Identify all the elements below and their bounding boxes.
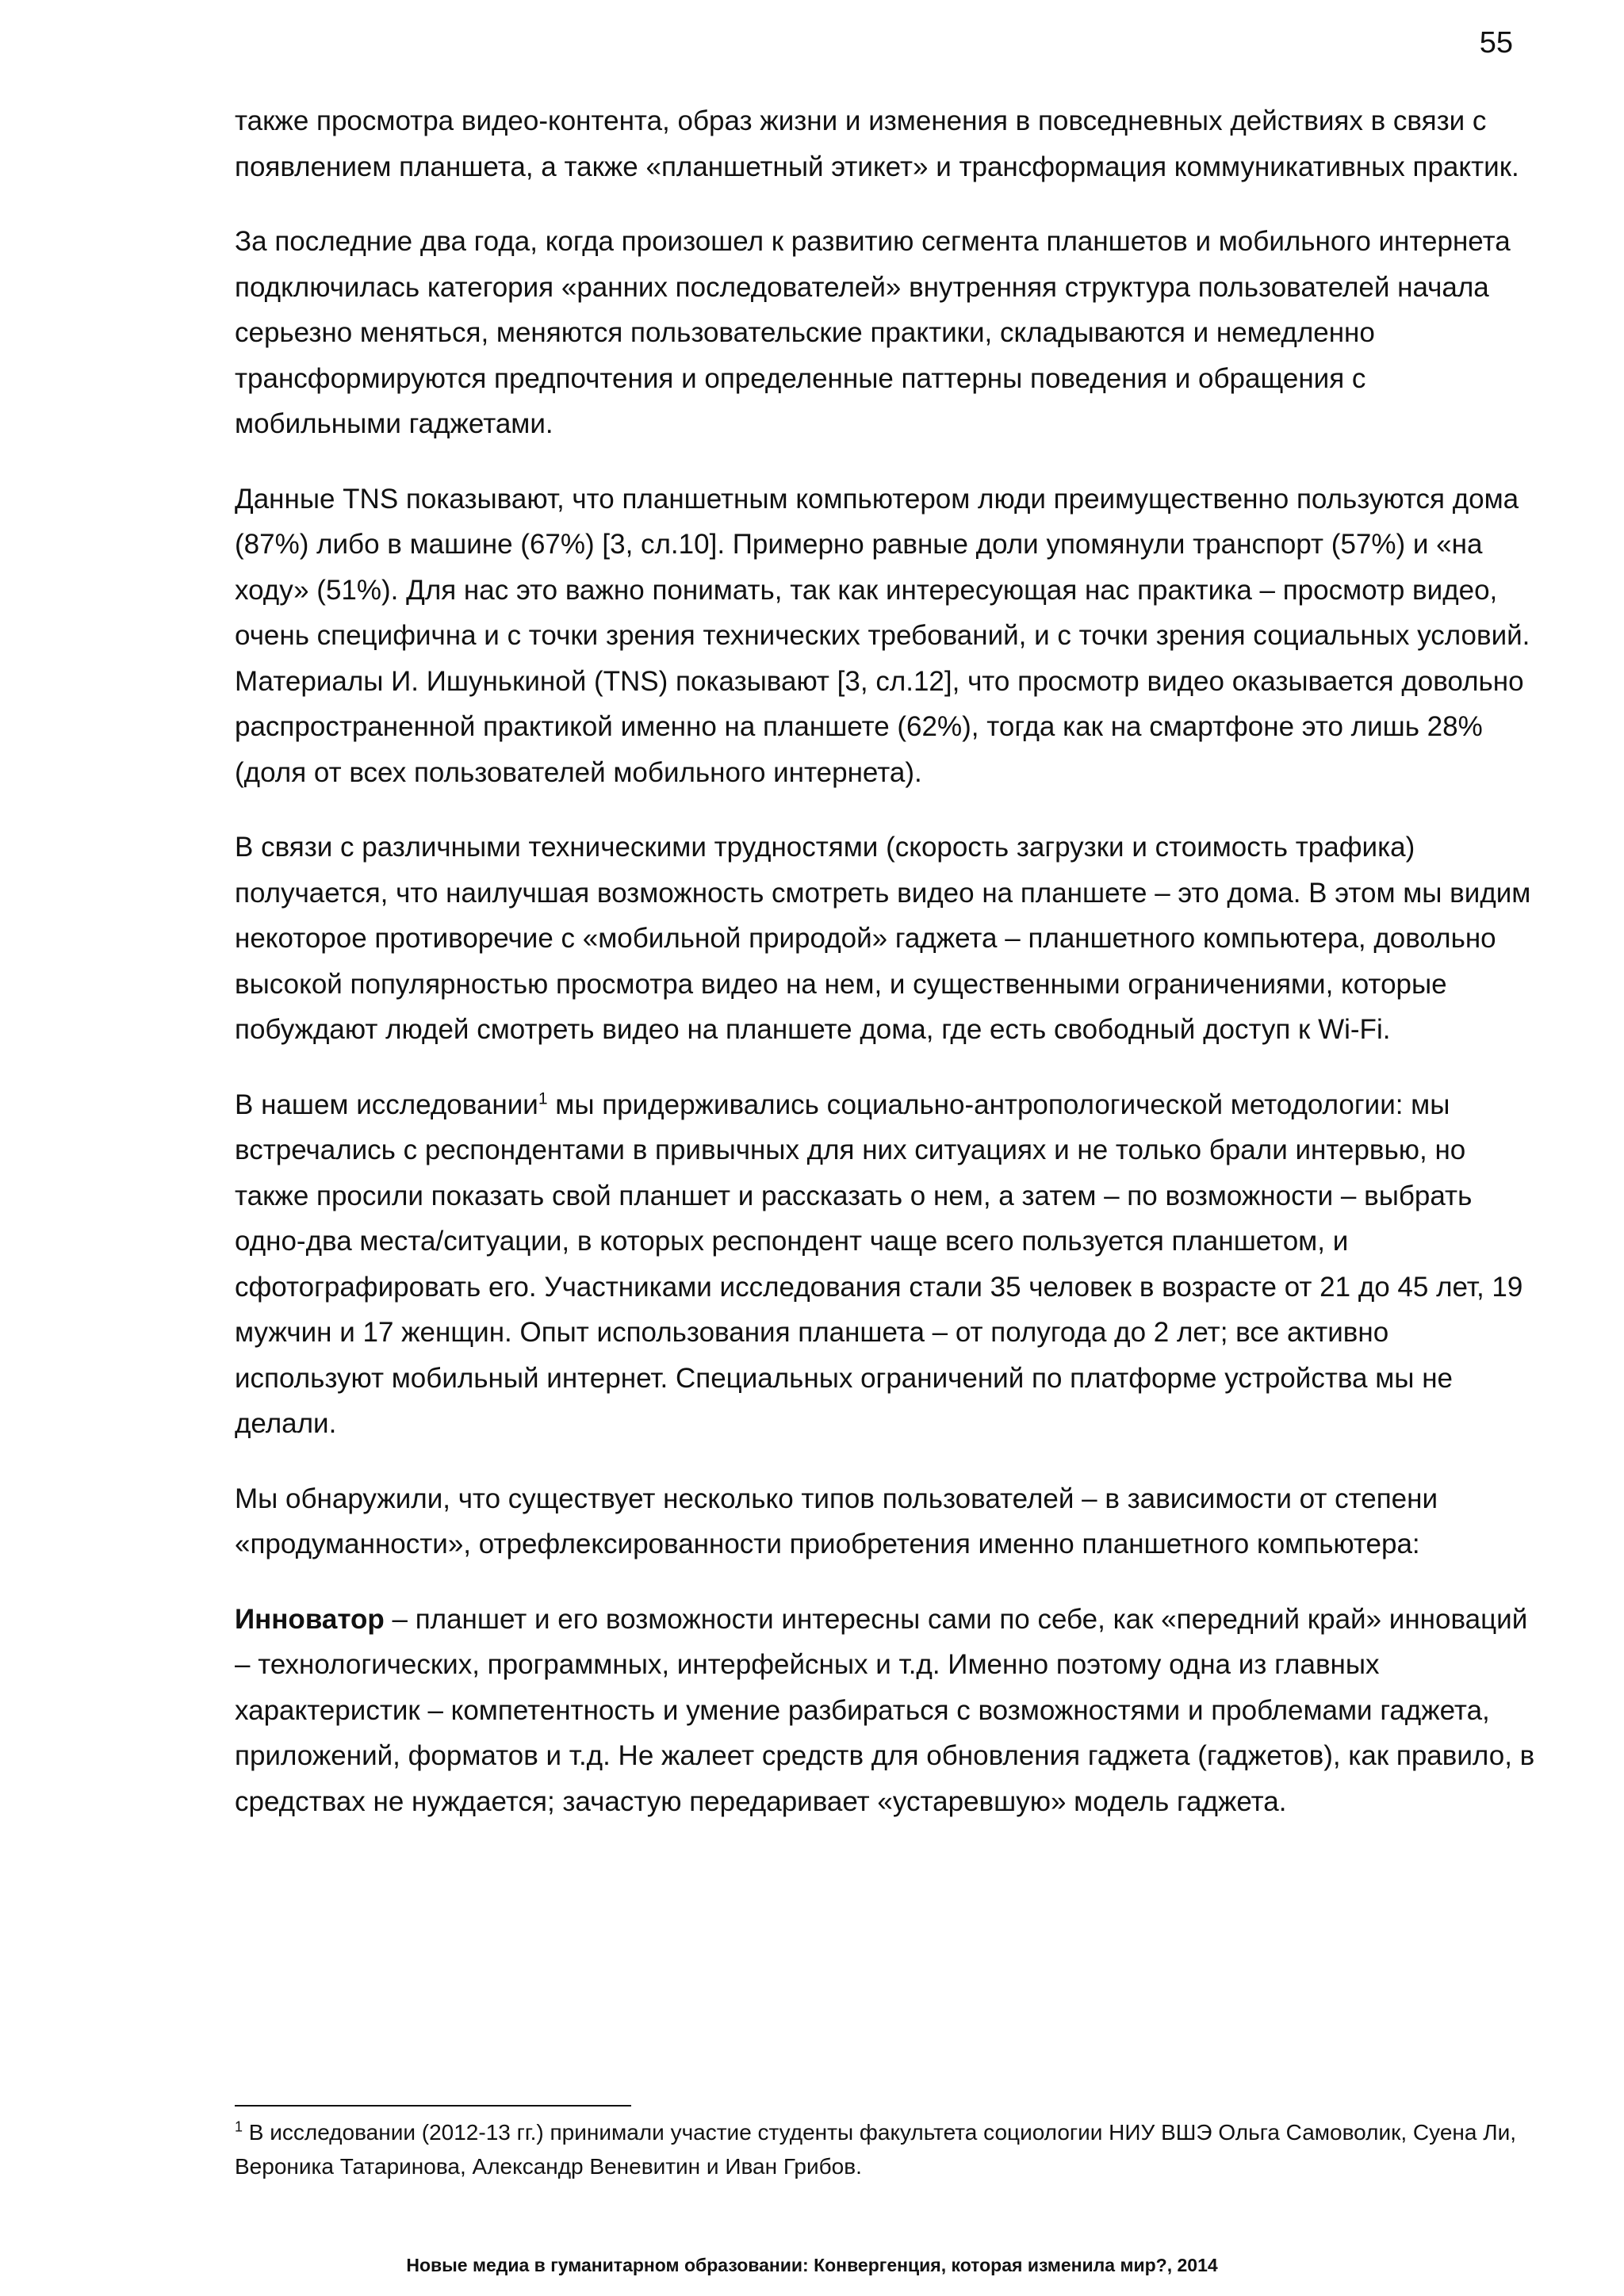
footnote-divider — [235, 2105, 631, 2107]
footnote — [235, 2115, 1535, 2183]
paragraph-4: В связи с различными техническими трудностями (скорость загрузки и стоимость трафика) получается, что наилучшая возможность смотреть видео на планшете – это дома. В этом мы видим некоторое противоречие с «мобильной природой» гаджета – планшетного компьютера, довольно высокой популярностью просмотра видео на нем, и существенными ограничениями, которые побуждают людей смотреть видео на планшете дома, где есть свободный доступ к Wi-Fi. — [235, 832, 1531, 1045]
paragraph-3: Данные TNS показывают, что планшетным компьютером люди преимущественно пользуются дома (87%) либо в машине (67%) [3, сл.10]. Примерно равные доли упомянули транспорт (57%) и «на ходу» (51%). Для нас это важно понимать, так как интересующая нас практика – просмотр видео, очень специфична и с точки зрения технических требований, и с точки зрения социальных условий. Материалы И. Ишунькиной (TNS) показывают [3, сл.12], что просмотр видео оказывается довольно распространенной практикой именно на планшете (62%), тогда как на смартфоне это лишь 28% (доля от всех пользователей мобильного интернета). — [235, 483, 1530, 788]
footnote-marker: 1 — [235, 2118, 243, 2135]
paragraph-6: Мы обнаружили, что существует несколько типов пользователей – в зависимости от степени «продуманности», отрефлексированности приобретения именно планшетного компьютера: — [235, 1483, 1438, 1559]
footnote-text: В исследовании (2012-13 гг.) принимали участие студенты факультета социологии НИУ ВШЭ Ольга Самоволик, Суена Ли, Вероника Татаринова, Александр Веневитин и Иван Грибов. — [235, 2120, 1516, 2179]
paragraph-2: За последние два года, когда произошел к развитию сегмента планшетов и мобильного интернета подключилась категория «ранних последователей» внутренняя структура пользователей начала серьезно меняться, меняются пользовательские практики, складываются и немедленно трансформируются предпочтения и определенные паттерны поведения и обращения с мобильными гаджетами. — [235, 226, 1511, 439]
body-text — [235, 98, 1535, 1854]
term-innovator: Инноватор — [235, 1603, 385, 1635]
paragraph-5 — [235, 1082, 1535, 1447]
footnote-reference[interactable]: 1 — [538, 1089, 548, 1108]
paragraph-7 — [235, 1597, 1535, 1825]
page-number: 55 — [1479, 26, 1513, 59]
paragraph-1: также просмотра видео-контента, образ жизни и изменения в повседневных действиях в связи с появлением планшета, а также «планшетный этикет» и трансформация коммуникативных практик. — [235, 105, 1519, 182]
paragraph-5-start: В нашем исследовании — [235, 1089, 538, 1120]
paragraph-5-rest: мы придерживались социально-антропологической методологии: мы встречались с респондентами в привычных для них ситуациях и не только брали интервью, но также просили показать свой планшет и рассказать о нем, а затем – по возможности – выбрать одно-два места/ситуации, в которых респондент чаще всего пользуется планшетом, и сфотографировать его. Участниками исследования стали 35 человек в возрасте от 21 до 45 лет, 19 мужчин и 17 женщин. Опыт использования планшета – от полугода до 2 лет; все активно используют мобильный интернет. Специальных ограничений по платформе устройства мы не делали. — [235, 1089, 1523, 1439]
page-footer: Новые медиа в гуманитарном образовании: Конвергенция, которая изменила мир?, 2014 — [406, 2255, 1218, 2275]
paragraph-7-rest: – планшет и его возможности интересны сами по себе, как «передний край» инноваций – технологических, программных, интерфейсных и т.д. Именно поэтому одна из главных характеристик – компетентность и умение разбираться с возможностями и проблемами гаджета, приложений, форматов и т.д. Не жалеет средств для обновления гаджета (гаджетов), как правило, в средствах не нуждается; зачастую передаривает «устаревшую» модель гаджета. — [235, 1603, 1535, 1817]
